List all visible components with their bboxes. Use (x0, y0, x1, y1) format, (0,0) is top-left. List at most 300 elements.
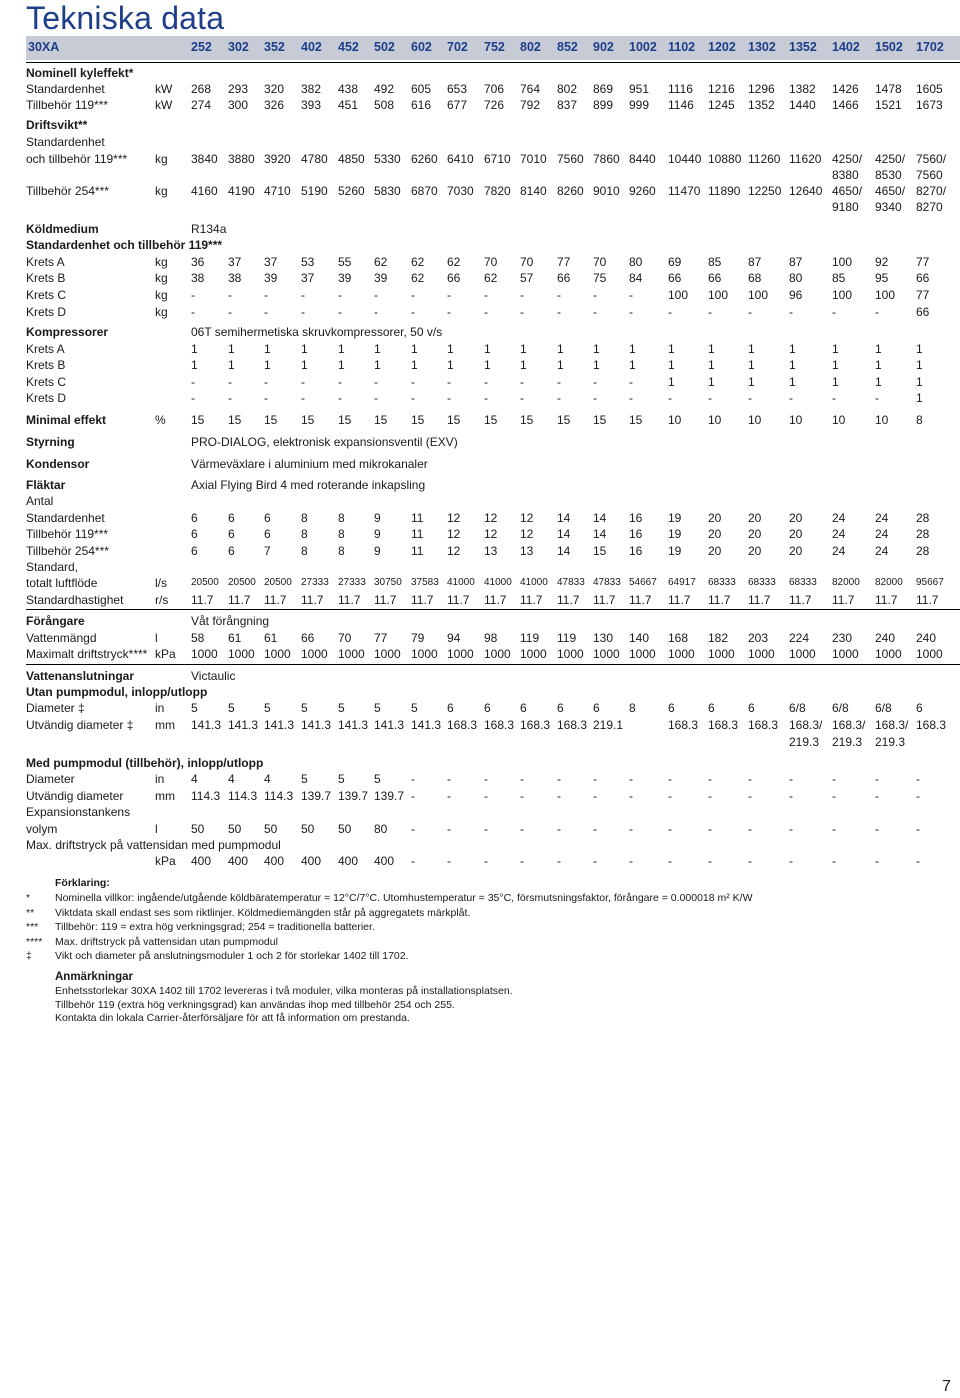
table-cell: 28 (916, 511, 930, 525)
table-cell: - (748, 772, 752, 786)
table-cell: 1 (557, 342, 564, 356)
table-cell: 80 (374, 822, 388, 836)
table-cell: - (789, 789, 793, 803)
table-cell: 11.7 (668, 593, 691, 607)
table-cell: 7560/ (916, 152, 947, 166)
table-cell: 706 (484, 82, 505, 96)
table-cell: 1 (629, 358, 636, 372)
table-cell: 382 (301, 82, 322, 96)
row-label: Vattenmängd (26, 631, 97, 645)
table-cell: 5 (228, 701, 235, 715)
table-cell: 1 (748, 342, 755, 356)
table-cell: 219.1 (593, 718, 624, 732)
table-cell: 999 (629, 98, 650, 112)
table-cell: - (411, 375, 415, 389)
header-label: 30XA (28, 40, 60, 54)
table-cell: 6/8 (789, 701, 806, 715)
table-cell: 1 (708, 342, 715, 356)
table-cell: 39 (374, 271, 388, 285)
table-cell: 19 (668, 511, 682, 525)
table-cell: 15 (447, 413, 461, 427)
table-cell: 70 (338, 631, 352, 645)
table-cell: 492 (374, 82, 395, 96)
table-cell: 1000 (748, 647, 775, 661)
table-cell: 69 (668, 255, 682, 269)
table-cell: 14 (557, 544, 571, 558)
table-cell: - (447, 772, 451, 786)
table-cell: 12640 (789, 184, 823, 198)
table-cell: 5330 (374, 152, 401, 166)
table-cell: 15 (484, 413, 498, 427)
table-cell: - (557, 822, 561, 836)
table-cell: 240 (875, 631, 896, 645)
table-cell: 20500 (191, 577, 219, 588)
table-cell: 20 (708, 544, 722, 558)
table-cell: 24 (832, 544, 846, 558)
table-cell: 1 (338, 358, 345, 372)
table-cell: 28 (916, 544, 930, 558)
table-cell: 7560 (916, 168, 943, 182)
table-cell: 47833 (593, 577, 621, 588)
row-text: R134a (191, 222, 227, 236)
table-cell: 274 (191, 98, 212, 112)
table-cell: 1000 (789, 647, 816, 661)
table-cell: - (484, 391, 488, 405)
footnote-mark: **** (26, 935, 43, 948)
table-cell: 12 (520, 527, 534, 541)
table-cell: - (484, 288, 488, 302)
table-cell: 12 (447, 511, 461, 525)
table-cell: 320 (264, 82, 285, 96)
table-cell: 1 (916, 391, 923, 405)
table-cell: - (789, 391, 793, 405)
table-cell: 114.3 (191, 789, 221, 803)
table-cell: 6/8 (875, 701, 892, 715)
table-cell: 802 (557, 82, 578, 96)
table-cell: 66 (668, 271, 682, 285)
table-cell: 84 (629, 271, 643, 285)
table-cell: 11 (411, 527, 424, 541)
table-cell: 6 (484, 701, 491, 715)
table-cell: 8 (338, 511, 345, 525)
table-cell: 37 (228, 255, 242, 269)
table-cell: 15 (264, 413, 278, 427)
row-label: Standardhastighet (26, 593, 124, 607)
table-cell: - (228, 305, 232, 319)
notes-heading: Anmärkningar (55, 971, 133, 983)
table-cell: 27333 (338, 577, 366, 588)
table-cell: 677 (447, 98, 468, 112)
table-cell: 508 (374, 98, 395, 112)
table-cell: - (832, 772, 836, 786)
table-cell: - (916, 822, 920, 836)
table-cell: 7 (264, 544, 271, 558)
table-cell: 1 (447, 342, 454, 356)
table-cell: - (668, 391, 672, 405)
table-cell: 68333 (708, 577, 736, 588)
table-cell: 1 (411, 342, 418, 356)
row-unit: l/s (155, 576, 167, 590)
table-cell: - (875, 789, 879, 803)
footnote-mark: *** (26, 921, 39, 933)
table-cell: 87 (748, 255, 762, 269)
table-cell: 400 (338, 854, 359, 868)
row-label: volym (26, 822, 58, 836)
footnote-text: Nominella villkor: ingående/utgående köldbäratemperatur = 12°C/7°C. Utomhustemperatur = 35°C, försmutsningsfaktor, förångare = 0.000018 m² K/W (55, 892, 753, 904)
table-cell: 168.3 (520, 718, 551, 732)
table-cell: 8440 (629, 152, 656, 166)
table-cell: - (832, 391, 836, 405)
table-cell: 4190 (228, 184, 255, 198)
table-cell: 1605 (916, 82, 943, 96)
table-cell: 11260 (748, 152, 781, 166)
table-cell: 6 (191, 527, 198, 541)
table-cell: 8380 (832, 168, 859, 182)
table-cell: 15 (557, 413, 571, 427)
table-cell: - (708, 772, 712, 786)
row-label: Krets D (26, 391, 67, 405)
table-cell: 168.3/ (832, 718, 866, 732)
table-cell: 5 (338, 772, 345, 786)
table-cell: 1000 (520, 647, 547, 661)
table-cell: 10440 (668, 152, 702, 166)
table-cell: 1000 (832, 647, 859, 661)
table-cell: 15 (629, 413, 643, 427)
table-cell: 15 (593, 413, 607, 427)
table-cell: 141.3 (338, 718, 369, 732)
table-cell: 1 (832, 375, 839, 389)
table-cell: 20 (789, 511, 803, 525)
table-cell: - (301, 391, 305, 405)
table-cell: 3880 (228, 152, 255, 166)
table-cell: 139.7 (338, 789, 369, 803)
table-cell: - (447, 288, 451, 302)
table-cell: 1466 (832, 98, 859, 112)
row-label: Med pumpmodul (tillbehör), inlopp/utlopp (26, 756, 264, 770)
table-cell: 4780 (301, 152, 328, 166)
table-cell: 9 (374, 527, 381, 541)
table-cell: 141.3 (374, 718, 405, 732)
table-cell: 5 (374, 772, 381, 786)
table-cell: 1382 (789, 82, 816, 96)
table-cell: 4 (264, 772, 271, 786)
table-cell: 6 (191, 511, 198, 525)
divider (26, 664, 960, 665)
table-cell: 58 (191, 631, 205, 645)
table-cell: - (520, 854, 524, 868)
row-label: Expansionstankens (26, 805, 131, 819)
table-cell: 50 (264, 822, 278, 836)
table-cell: 1673 (916, 98, 943, 112)
table-cell: - (593, 854, 597, 868)
table-cell: 1 (875, 342, 882, 356)
table-cell: 1 (832, 358, 839, 372)
table-cell: 41000 (447, 577, 475, 588)
table-cell: 14 (557, 511, 571, 525)
table-cell: 50 (191, 822, 205, 836)
footnote-heading: Förklaring: (55, 877, 110, 889)
table-cell: 1000 (374, 647, 401, 661)
row-text: Victaulic (191, 669, 236, 683)
table-cell: 11.7 (301, 593, 324, 607)
table-cell: 1000 (301, 647, 328, 661)
table-cell: 20 (748, 544, 762, 558)
table-cell: 6 (593, 701, 600, 715)
table-cell: - (338, 375, 342, 389)
table-cell: 19 (668, 544, 682, 558)
row-label: Max. driftstryck på vattensidan med pumpmodul (26, 838, 281, 852)
table-cell: 1000 (629, 647, 656, 661)
table-cell: 6 (228, 544, 235, 558)
table-cell: 98 (484, 631, 498, 645)
table-cell: 10 (789, 413, 803, 427)
table-cell: - (411, 288, 415, 302)
table-cell: 100 (668, 288, 689, 302)
table-cell: 55 (338, 255, 352, 269)
table-cell: 10 (708, 413, 722, 427)
footnote-mark: * (26, 892, 31, 904)
table-cell: - (708, 854, 712, 868)
table-cell: 8 (916, 413, 923, 427)
table-cell: 28 (916, 527, 930, 541)
footnote-text: Max. driftstryck på vattensidan utan pumpmodul (55, 935, 278, 948)
table-cell: 1 (374, 358, 381, 372)
table-cell: 14 (593, 511, 607, 525)
table-cell: 1000 (264, 647, 291, 661)
table-cell: - (875, 772, 879, 786)
table-cell: 4650/ (875, 184, 906, 198)
table-cell: 1440 (789, 98, 816, 112)
row-text: Våt förångning (191, 614, 270, 628)
table-cell: - (593, 375, 597, 389)
footnote-mark: ‡ (26, 950, 32, 962)
table-cell: 168.3 (484, 718, 515, 732)
header-size: 602 (411, 40, 432, 54)
table-cell: - (338, 288, 342, 302)
table-cell: 5 (301, 772, 308, 786)
table-cell: - (484, 772, 488, 786)
table-cell: - (748, 822, 752, 836)
table-cell: 1 (832, 342, 839, 356)
table-cell: 5 (264, 701, 271, 715)
header-size: 502 (374, 40, 395, 54)
table-cell: 6 (520, 701, 527, 715)
header-size: 1352 (789, 40, 817, 54)
table-cell: 12 (447, 544, 461, 558)
header-size: 1302 (748, 40, 776, 54)
table-cell: 30750 (374, 577, 402, 588)
table-cell: 6 (228, 511, 235, 525)
table-cell: 8 (629, 701, 636, 715)
table-cell: 10 (748, 413, 762, 427)
row-unit: kW (155, 82, 173, 96)
table-cell: 62 (447, 255, 461, 269)
table-cell: 66 (916, 305, 930, 319)
table-cell: 36 (191, 255, 205, 269)
table-cell: - (708, 391, 712, 405)
table-cell: 268 (191, 82, 212, 96)
table-cell: - (520, 822, 524, 836)
table-cell: 4710 (264, 184, 291, 198)
table-cell: 764 (520, 82, 541, 96)
row-label: Diameter ‡ (26, 701, 85, 715)
table-cell: 1 (338, 342, 345, 356)
table-cell: 8 (301, 527, 308, 541)
row-unit: kg (155, 271, 168, 285)
table-cell: 11.7 (748, 593, 771, 607)
table-cell: 119 (557, 631, 577, 645)
table-cell: 792 (520, 98, 541, 112)
table-cell: 400 (228, 854, 249, 868)
table-cell: 6 (916, 701, 923, 715)
table-cell: 1 (629, 342, 636, 356)
footnote-text: Viktdata skall endast ses som riktlinjer. Köldmediemängden står på aggregatets märkplåt. (55, 906, 471, 919)
table-cell: 12 (484, 527, 498, 541)
row-label: Tillbehör 119*** (26, 98, 109, 112)
row-label: Tillbehör 119*** (26, 527, 109, 541)
table-cell: 16 (629, 544, 643, 558)
table-cell: - (875, 854, 879, 868)
table-cell: 219.3 (875, 735, 906, 749)
table-cell: 19 (668, 527, 682, 541)
header-size: 1102 (668, 40, 696, 54)
table-cell: 168 (668, 631, 689, 645)
table-cell: - (875, 391, 879, 405)
table-cell: 11.7 (875, 593, 898, 607)
table-cell: 1000 (228, 647, 255, 661)
table-cell: - (447, 391, 451, 405)
table-cell: 140 (629, 631, 650, 645)
header-size: 302 (228, 40, 249, 54)
table-cell: 9 (374, 511, 381, 525)
row-text: Axial Flying Bird 4 med roterande inkapsling (191, 478, 426, 492)
table-cell: 24 (875, 511, 889, 525)
table-cell: 1 (520, 358, 527, 372)
table-cell: - (411, 772, 415, 786)
table-cell: - (832, 854, 836, 868)
table-cell: 1 (668, 375, 675, 389)
header-size: 752 (484, 40, 505, 54)
table-cell: 11 (411, 511, 424, 525)
table-cell: 1478 (875, 82, 902, 96)
table-cell: 168.3/ (875, 718, 909, 732)
table-cell: 68333 (789, 577, 817, 588)
table-cell: 50 (301, 822, 315, 836)
table-cell: 1 (484, 358, 491, 372)
table-cell: 11.7 (191, 593, 214, 607)
table-cell: 11.7 (228, 593, 251, 607)
table-cell: 1 (789, 342, 796, 356)
table-cell: 1116 (668, 82, 693, 96)
table-cell: 3920 (264, 152, 291, 166)
table-cell: 8260 (557, 184, 584, 198)
header-size: 802 (520, 40, 541, 54)
table-cell: 4160 (191, 184, 218, 198)
table-cell: 9340 (875, 200, 902, 214)
row-label: Utan pumpmodul, inlopp/utlopp (26, 685, 208, 699)
note-line: Tillbehör 119 (extra hög verkningsgrad) kan användas ihop med tillbehör 254 och 255. (55, 998, 455, 1011)
table-cell: 8530 (875, 168, 902, 182)
table-cell: 75 (593, 271, 607, 285)
table-cell: 1 (301, 342, 308, 356)
table-cell: 66 (557, 271, 571, 285)
table-cell: 400 (264, 854, 285, 868)
row-unit: kg (155, 255, 168, 269)
row-unit: kPa (155, 647, 176, 661)
table-cell: 38 (191, 271, 205, 285)
table-cell: 11470 (668, 184, 701, 198)
table-cell: - (875, 305, 879, 319)
table-cell: 13 (520, 544, 534, 558)
table-cell: 1 (708, 358, 715, 372)
table-cell: 168.3 (748, 718, 779, 732)
table-cell: 77 (557, 255, 571, 269)
table-cell: 240 (916, 631, 937, 645)
table-cell: 1000 (593, 647, 620, 661)
table-cell: 141.3 (411, 718, 442, 732)
header-size: 902 (593, 40, 614, 54)
header-size: 352 (264, 40, 285, 54)
table-cell: - (191, 305, 195, 319)
table-cell: 24 (832, 527, 846, 541)
table-cell: 5 (301, 701, 308, 715)
table-cell: 726 (484, 98, 505, 112)
table-cell: - (264, 391, 268, 405)
table-cell: - (557, 854, 561, 868)
table-cell: 1 (593, 358, 600, 372)
row-label: Krets B (26, 271, 66, 285)
table-cell: 114.3 (264, 789, 294, 803)
table-cell: 77 (916, 255, 930, 269)
table-cell: - (593, 822, 597, 836)
row-label: Antal (26, 494, 54, 508)
page-number: 7 (942, 1378, 951, 1395)
table-cell: - (629, 305, 633, 319)
table-cell: 1000 (708, 647, 735, 661)
table-cell: - (191, 375, 195, 389)
table-cell: 4250/ (875, 152, 906, 166)
table-cell: 5 (374, 701, 381, 715)
table-cell: 95667 (916, 577, 944, 588)
table-cell: 1352 (748, 98, 775, 112)
row-label: Köldmedium (26, 222, 99, 236)
table-cell: - (411, 789, 415, 803)
table-cell: 6 (447, 701, 454, 715)
table-cell: 1 (301, 358, 308, 372)
table-cell: - (191, 288, 195, 302)
table-cell: 9260 (629, 184, 656, 198)
table-cell: 6870 (411, 184, 438, 198)
table-cell: - (748, 305, 752, 319)
footnote-mark: ** (26, 906, 35, 919)
table-cell: 87 (789, 255, 803, 269)
table-cell: - (593, 772, 597, 786)
table-cell: 24 (875, 544, 889, 558)
table-cell: 20 (708, 511, 722, 525)
table-cell: 400 (374, 854, 395, 868)
table-cell: 6 (557, 701, 564, 715)
row-text: 06T semihermetiska skruvkompressorer, 50 v/s (191, 325, 443, 339)
table-cell: 5830 (374, 184, 401, 198)
table-cell: 9010 (593, 184, 620, 198)
table-cell: - (629, 391, 633, 405)
table-cell: 139.7 (301, 789, 332, 803)
row-label: Krets D (26, 305, 67, 319)
table-cell: 1 (916, 375, 923, 389)
table-cell: 54667 (629, 577, 657, 588)
table-cell: 11.7 (629, 593, 652, 607)
table-cell: 400 (191, 854, 212, 868)
